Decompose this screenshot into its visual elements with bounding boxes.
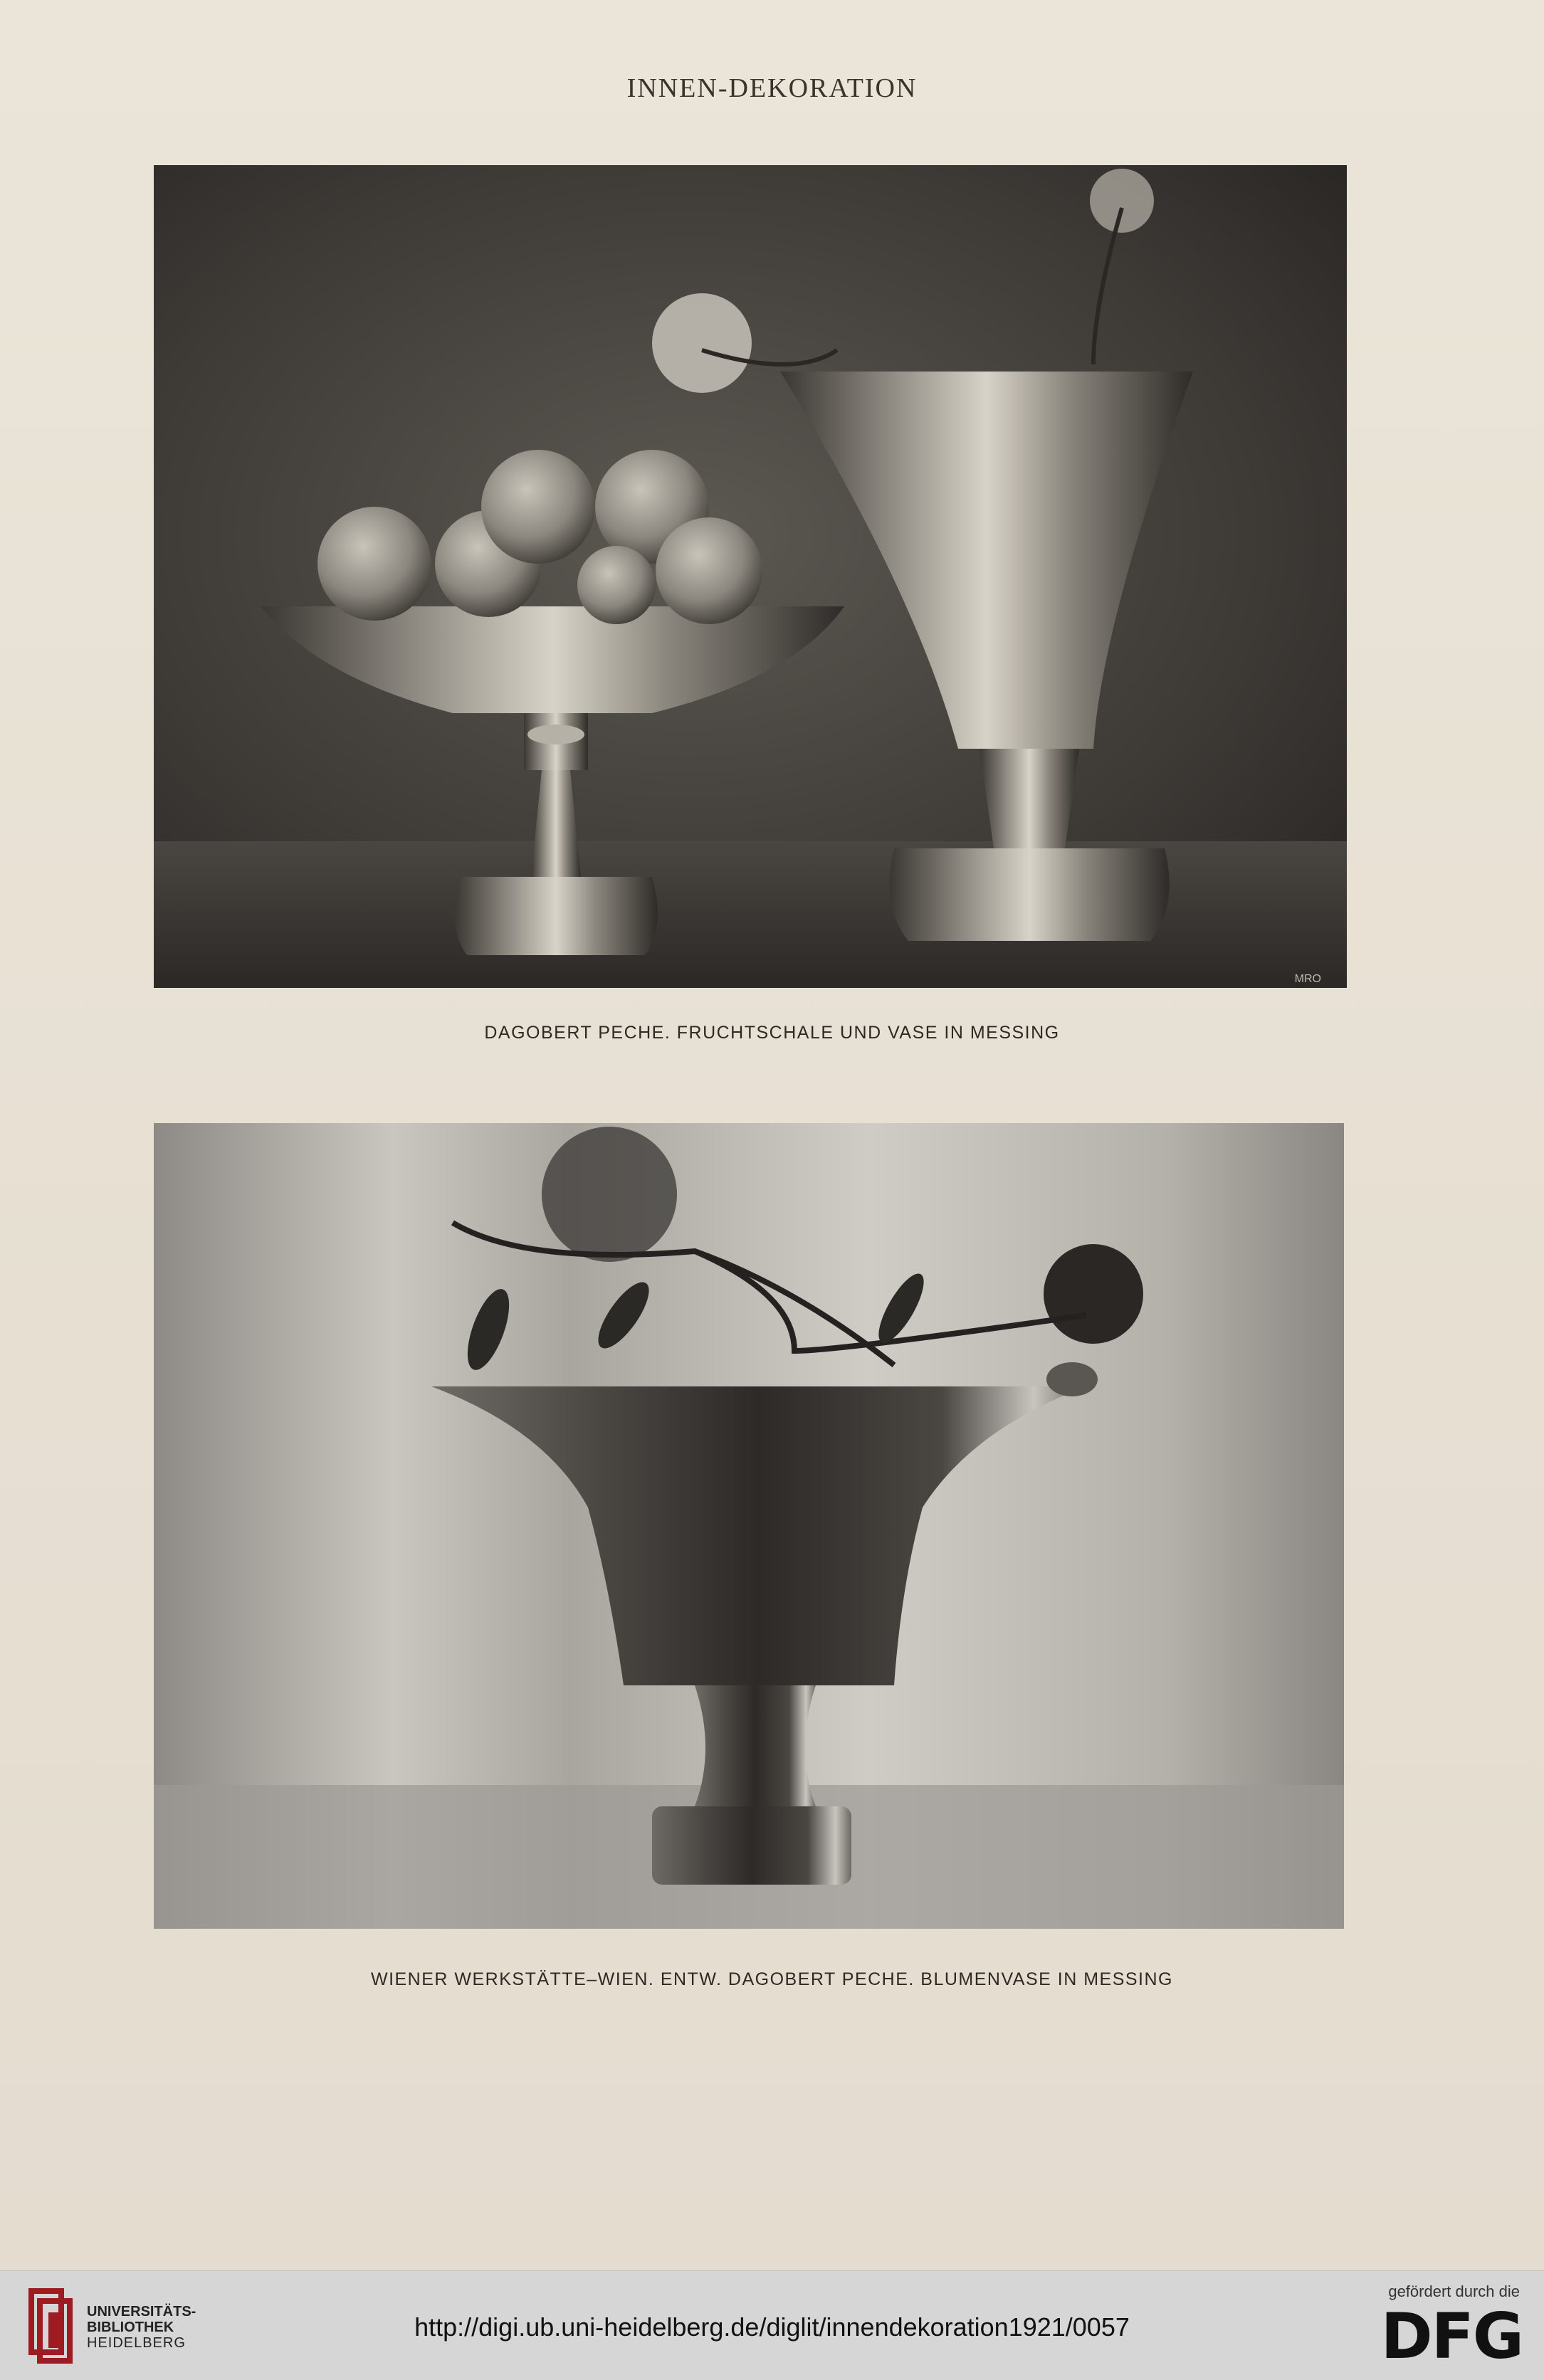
figure-caption-2: WIENER WERKSTÄTTE–WIEN. ENTW. DAGOBERT PECHE. BLUMENVASE IN MESSING (370, 1969, 1174, 1989)
library-footer (0, 2270, 1544, 2380)
library-name-line-3: HEIDELBERG (87, 2335, 186, 2351)
photo-fruit-bowl-and-vase (154, 165, 1347, 988)
figure-caption-1: DAGOBERT PECHE. FRUCHTSCHALE UND VASE IN MESSING (484, 1023, 1060, 1043)
photographer-signature: MRO (1294, 973, 1321, 985)
dfg-logo: DFG (1380, 2300, 1523, 2373)
library-name-line-2: BIBLIOTHEK (87, 2320, 174, 2335)
permalink-url[interactable]: http://digi.ub.uni-heidelberg.de/diglit/innendekoration1921/0057 (414, 2312, 1130, 2342)
page-header: INNEN-DEKORATION (626, 73, 918, 103)
funding-label: gefördert durch die (1388, 2282, 1520, 2300)
library-name-line-1: UNIVERSITÄTS- (87, 2304, 196, 2320)
photo-flower-vase (154, 1123, 1344, 1929)
